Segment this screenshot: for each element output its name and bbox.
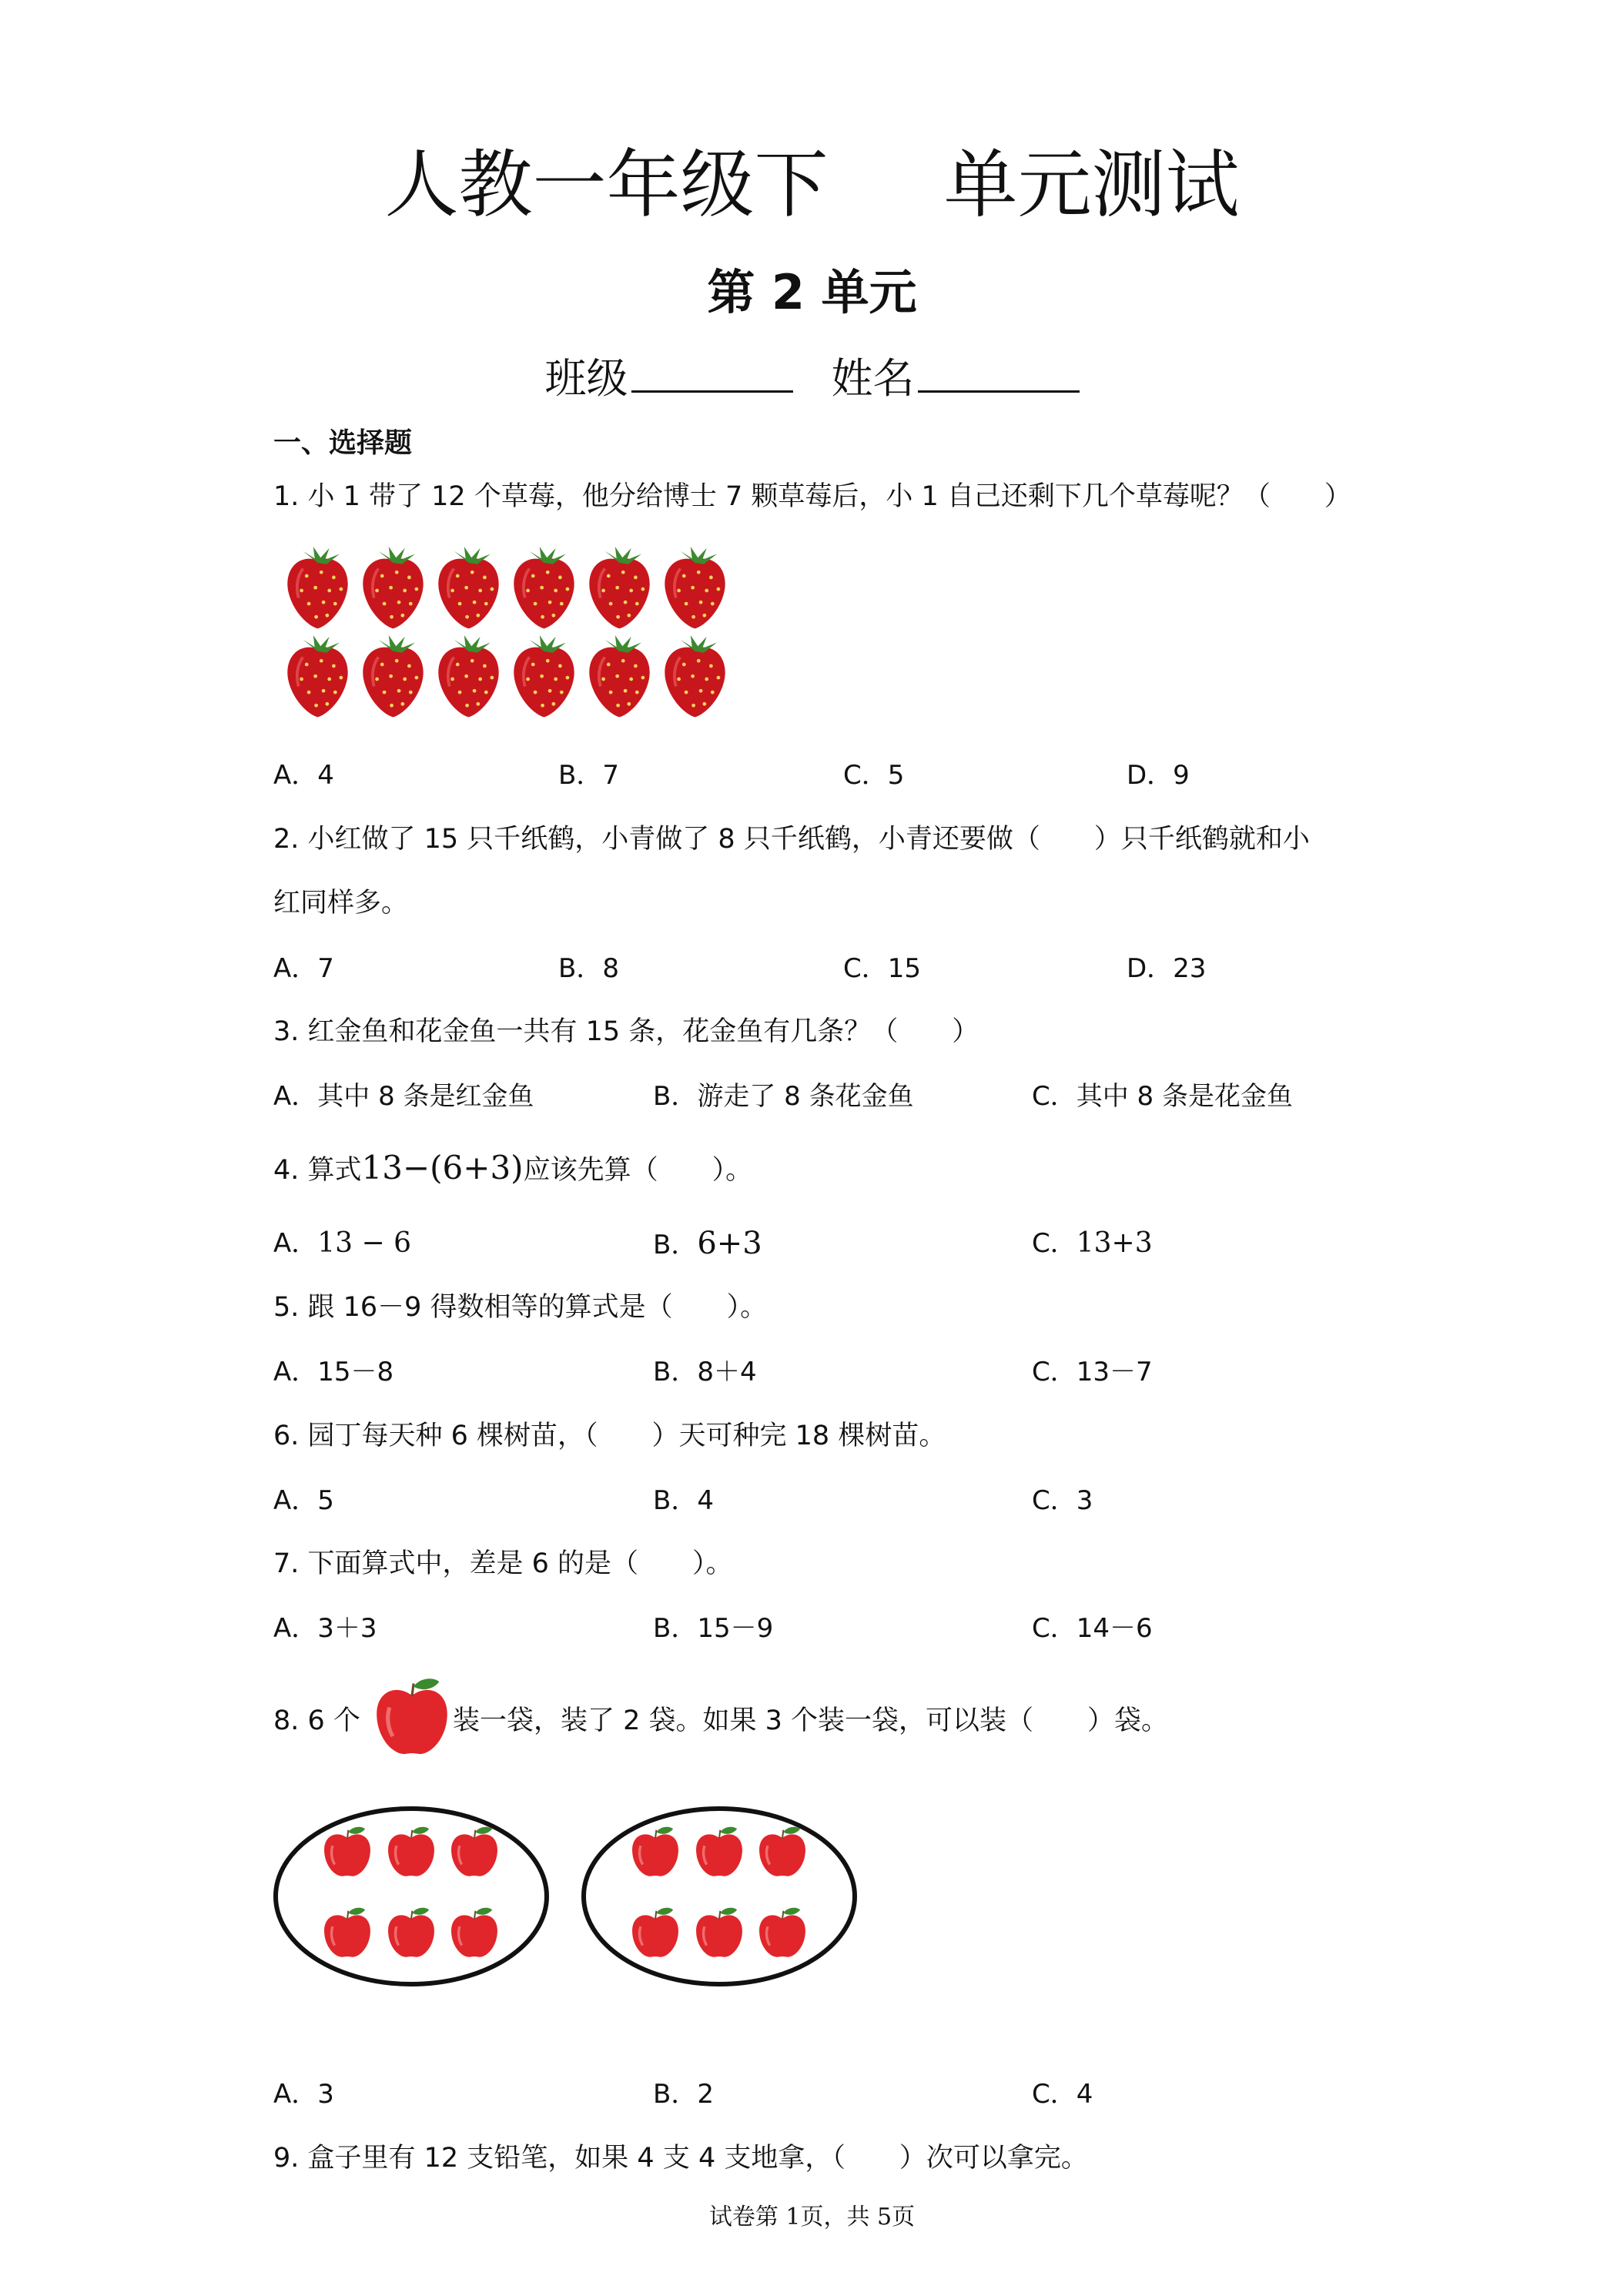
q4-option-a[interactable] <box>273 1224 411 1263</box>
question-2-stem-line1: 2. 小红做了 15 只千纸鹤，小青做了 8 只千纸鹤，小青还要做（ ）只千纸鹤就和小 <box>273 824 1310 855</box>
class-label: 班级 <box>544 354 628 403</box>
q4-option-c-label: C． <box>1032 1228 1077 1259</box>
q4-option-c[interactable] <box>1032 1224 1153 1263</box>
title-right: 单元测试 <box>943 142 1240 228</box>
class-name-line <box>0 350 1624 406</box>
question-5-stem: 5. 跟 16－9 得数相等的算式是（ ）。 <box>273 1292 768 1323</box>
q6-option-b[interactable]: B．4 <box>653 1485 714 1516</box>
q4-option-b-math: 6+3 <box>697 1226 762 1261</box>
name-label: 姓名 <box>831 354 915 403</box>
question-4-stem <box>273 1149 752 1190</box>
question-7-stem: 7. 下面算式中，差是 6 的是（ ）。 <box>273 1548 733 1579</box>
q2-option-c[interactable]: C．15 <box>843 953 922 984</box>
apple-icon <box>370 1669 454 1762</box>
name-blank[interactable] <box>918 350 1080 393</box>
q1-option-d[interactable]: D．9 <box>1127 760 1190 791</box>
q2-option-b[interactable]: B．8 <box>558 953 619 984</box>
page-footer: 试卷第 1页，共 5页 <box>708 2204 916 2231</box>
q4-option-a-label: A． <box>273 1228 318 1259</box>
question-9-stem: 9. 盒子里有 12 支铅笔，如果 4 支 4 支地拿，（ ）次可以拿完。 <box>273 2143 1088 2174</box>
question-8-stem-post: 装一袋，装了 2 袋。如果 3 个装一袋，可以装（ ）袋。 <box>453 1705 1169 1736</box>
q3-option-c[interactable]: C．其中 8 条是花金鱼 <box>1032 1081 1293 1112</box>
apple-bag-icon <box>271 1802 872 1994</box>
q1-option-a[interactable]: A．4 <box>273 760 334 791</box>
q4-stem-post: 应该先算（ ）。 <box>523 1155 753 1186</box>
unit-subtitle: 第 2 单元 <box>707 264 917 320</box>
q8-option-c[interactable]: C．4 <box>1032 2079 1093 2110</box>
q6-option-a[interactable]: A．5 <box>273 1485 334 1516</box>
q4-option-c-math: 13+3 <box>1076 1227 1153 1259</box>
question-1-stem: 1. 小 1 带了 12 个草莓，他分给博士 7 颗草莓后，小 1 自己还剩下几个草莓呢？（ ） <box>273 481 1351 512</box>
q4-option-a-math: 13 − 6 <box>317 1227 412 1259</box>
q5-option-c[interactable]: C．13－7 <box>1032 1357 1153 1387</box>
q1-option-c[interactable]: C．5 <box>843 760 905 791</box>
q4-option-b-label: B． <box>653 1230 698 1260</box>
class-blank[interactable] <box>631 350 793 393</box>
q3-option-b[interactable]: B．游走了 8 条花金鱼 <box>653 1081 914 1112</box>
q4-option-b[interactable] <box>653 1224 762 1264</box>
title-left: 人教一年级下 <box>384 142 829 228</box>
question-8-stem-pre: 8. 6 个 <box>273 1705 360 1736</box>
q5-option-a[interactable]: A．15－8 <box>273 1357 394 1387</box>
section-title: 一、选择题 <box>273 427 413 459</box>
q7-option-a[interactable]: A．3＋3 <box>273 1613 377 1644</box>
q8-option-a[interactable]: A．3 <box>273 2079 334 2110</box>
question-3-stem: 3. 红金鱼和花金鱼一共有 15 条，花金鱼有几条？（ ） <box>273 1016 979 1047</box>
q7-option-c[interactable]: C．14－6 <box>1032 1613 1153 1644</box>
q1-option-b[interactable]: B．7 <box>558 760 619 791</box>
q4-stem-math: 13−(6+3) <box>361 1149 524 1186</box>
question-2-stem-line2: 红同样多。 <box>273 888 409 919</box>
q4-stem-pre: 4. 算式 <box>273 1155 362 1186</box>
q3-option-a[interactable]: A．其中 8 条是红金鱼 <box>273 1081 534 1112</box>
q2-option-a[interactable]: A．7 <box>273 953 334 984</box>
q2-option-d[interactable]: D．23 <box>1127 953 1207 984</box>
strawberry-icon <box>277 543 739 728</box>
page-title <box>0 142 1624 227</box>
q5-option-b[interactable]: B．8＋4 <box>653 1357 757 1387</box>
q7-option-b[interactable]: B．15－9 <box>653 1613 774 1644</box>
question-6-stem: 6. 园丁每天种 6 棵树苗，（ ）天可种完 18 棵树苗。 <box>273 1421 946 1451</box>
q6-option-c[interactable]: C．3 <box>1032 1485 1093 1516</box>
q8-option-b[interactable]: B．2 <box>653 2079 714 2110</box>
